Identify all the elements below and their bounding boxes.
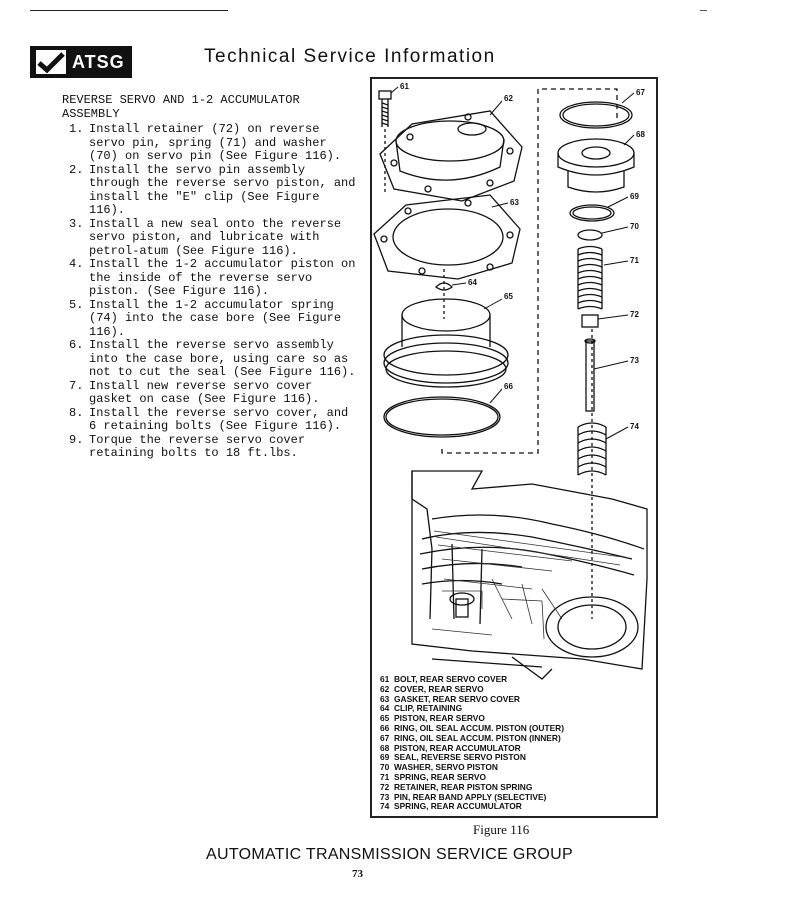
callout-61: 61 <box>400 82 409 91</box>
washer-icon <box>578 230 602 240</box>
step-list <box>62 123 362 461</box>
corner-mark <box>700 10 707 11</box>
callout-73: 73 <box>630 356 639 365</box>
list-item: 7. Install new reverse servo cover gasket on case (See Figure 116). <box>69 378 320 406</box>
pin-icon <box>585 339 595 411</box>
legend-item: 66 RING, OIL SEAL ACCUM. PISTON (OUTER) <box>380 722 564 733</box>
ring-icon <box>560 102 632 128</box>
callout-69: 69 <box>630 192 639 201</box>
figure-116 <box>370 77 658 818</box>
legend-item: 74 SPRING, REAR ACCUMULATOR <box>380 801 522 812</box>
section-heading: REVERSE SERVO AND 1-2 ACCUMULATOR ASSEMBLY <box>62 93 300 121</box>
list-item: 5. Install the 1-2 accumulator spring (74) into the case bore (See Figure 116). <box>69 297 342 339</box>
legend-item: 69 SEAL, REVERSE SERVO PISTON <box>380 752 526 763</box>
footer-org: AUTOMATIC TRANSMISSION SERVICE GROUP <box>206 846 574 863</box>
legend-item: 61 BOLT, REAR SERVO COVER <box>380 674 508 684</box>
callout-63: 63 <box>510 198 519 207</box>
logo-text: ATSG <box>72 51 125 72</box>
legend-item: 62 COVER, REAR SERVO <box>380 683 484 694</box>
list-item: 8. Install the reverse servo cover, and 6 retaining bolts (See Figure 116). <box>69 405 349 433</box>
parts-legend <box>380 675 564 812</box>
page-title: Technical Service Information <box>204 46 496 67</box>
retainer-icon <box>582 315 598 327</box>
legend-item: 65 PISTON, REAR SERVO <box>380 713 485 724</box>
list-item: 2. Install the servo pin assembly through the reverse servo piston, and install the "E" clip (See Figure 116). <box>69 162 356 217</box>
callout-62: 62 <box>504 94 513 103</box>
checkmark-icon <box>36 50 66 74</box>
callout-68: 68 <box>636 130 645 139</box>
legend-item: 73 PIN, REAR BAND APPLY (SELECTIVE) <box>380 791 547 802</box>
top-rule <box>30 10 228 11</box>
callout-74: 74 <box>630 422 639 431</box>
legend-item: 71 SPRING, REAR SERVO <box>380 771 486 782</box>
legend-item: 64 CLIP, RETAINING <box>380 703 463 714</box>
list-item: 9. Torque the reverse servo cover retaining bolts to 18 ft.lbs. <box>69 432 306 460</box>
servo-cover-icon <box>380 111 522 201</box>
list-item: 6. Install the reverse servo assembly into the case bore, using care so as not to cut the seal (See Figure 116). <box>69 338 356 379</box>
legend-item: 67 RING, OIL SEAL ACCUM. PISTON (INNER) <box>380 732 561 743</box>
list-item: 4. Install the 1-2 accumulator piston on the inside of the reverse servo piston. (See Figure 116). <box>69 257 356 298</box>
servo-piston-icon <box>384 299 508 387</box>
callout-65: 65 <box>504 292 513 301</box>
atsg-logo <box>30 46 132 78</box>
list-item: 3. Install a new seal onto the reverse servo piston, and lubricate with petrol-atum (See Figure 116). <box>69 216 342 258</box>
legend-item: 70 WASHER, SERVO PISTON <box>380 762 498 773</box>
figure-caption: Figure 116 <box>473 822 530 837</box>
callout-66: 66 <box>504 382 513 391</box>
callout-72: 72 <box>630 310 639 319</box>
instruction-text <box>62 94 362 461</box>
callout-70: 70 <box>630 222 639 231</box>
transmission-case-icon <box>412 471 647 679</box>
callout-64: 64 <box>468 278 477 287</box>
accumulator-piston-icon <box>558 139 634 192</box>
ring-icon <box>384 397 500 437</box>
gasket-icon <box>374 195 520 279</box>
list-item: 1. Install retainer (72) on reverse servo pin, spring (71) and washer (70) on servo pin (See Figure 116). <box>69 122 342 163</box>
spring-icon <box>578 247 602 310</box>
callout-67: 67 <box>636 88 645 97</box>
page-number: 73 <box>352 868 363 880</box>
legend-item: 72 RETAINER, REAR PISTON SPRING <box>380 781 533 792</box>
legend-item: 63 GASKET, REAR SERVO COVER <box>380 693 520 704</box>
callout-71: 71 <box>630 256 639 265</box>
legend-item: 68 PISTON, REAR ACCUMULATOR <box>380 742 521 753</box>
